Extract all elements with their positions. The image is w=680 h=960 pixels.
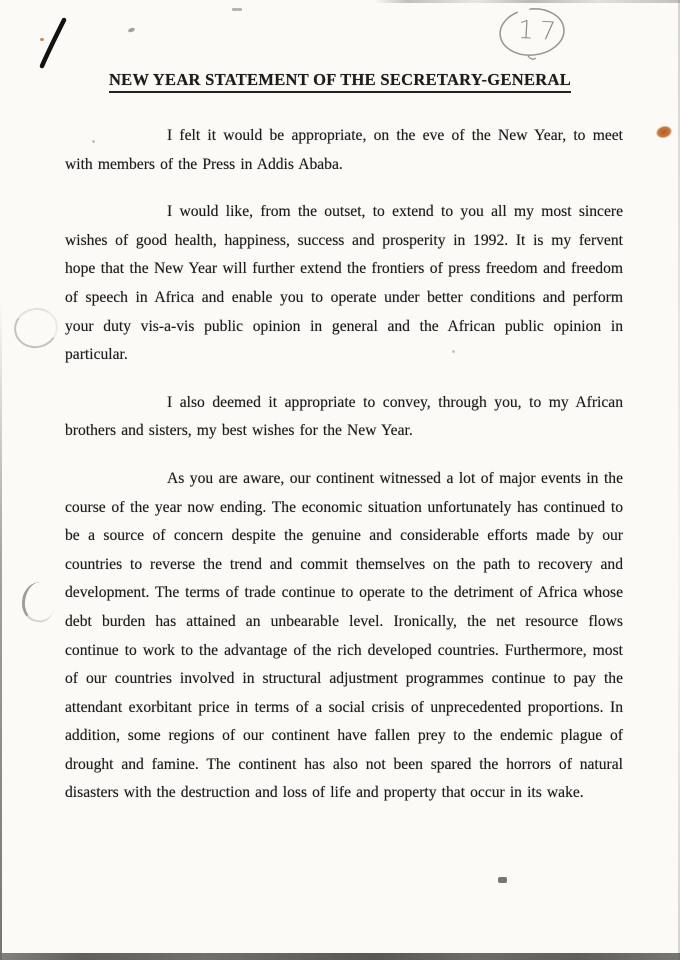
scan-speck: [40, 38, 44, 41]
scan-speck: [92, 140, 95, 143]
document-title: [0, 70, 680, 90]
scan-left-edge-artifact: [0, 300, 2, 960]
scan-speck: [498, 877, 507, 883]
circled-page-number: [494, 6, 570, 62]
document-body: [65, 122, 623, 827]
paragraph-1: I felt it would be appropriate, on the eve of the New Year, to meet with members of the Press in Addis Ababa.: [65, 127, 623, 173]
hole-punch-shadow-upper: [10, 304, 61, 352]
scan-speck: [232, 8, 242, 11]
hole-punch-shadow-lower: [19, 580, 57, 624]
scan-speck: [128, 27, 136, 33]
rust-stain: [655, 124, 674, 140]
page-number-value: 17: [517, 14, 563, 47]
scan-speck: [452, 350, 455, 353]
scan-bottom-edge-artifact: [0, 953, 680, 960]
document-title-text: NEW YEAR STATEMENT OF THE SECRETARY-GENERAL: [109, 70, 571, 93]
paragraph-4: As you are aware, our continent witnessed a lot of major events in the course of the year now ending. The economic situation unfortunately has continued to be a source of concern despite the genuine and considerable efforts made by our countries to reverse the trend and commit themselves on the path to recovery and development. The terms of trade continue to operate to the detriment of Africa whose debt burden has attained an unbearable level. Ironically, the net resource flows continue to work to the advantage of the rich developed countries. Furthermore, most of our countries involved in structural adjustment programmes continue to pay the attendant exorbitant price in terms of a social crisis of unprecedented proportions. In addition, some regions of our continent have fallen prey to the endemic plague of drought and famine. The continent has also not been spared the horrors of natural disasters with the destruction and loss of life and property that occur in its wake.: [65, 469, 623, 802]
paragraph-2: I would like, from the outset, to extend to you all my most sincere wishes of good health, happiness, success and prosperity in 1992. It is my fervent hope that the New Year will further extend the frontiers of press freedom and freedom of speech in Africa and enable you to operate under better conditions and perform your duty vis-a-vis public opinion in general and the African public opinion in particular.: [65, 203, 623, 364]
paragraph-3: I also deemed it appropriate to convey, through you, to my African brothers and sisters, my best wishes for the New Year.: [65, 393, 623, 440]
scan-top-edge-artifact: [0, 0, 680, 3]
